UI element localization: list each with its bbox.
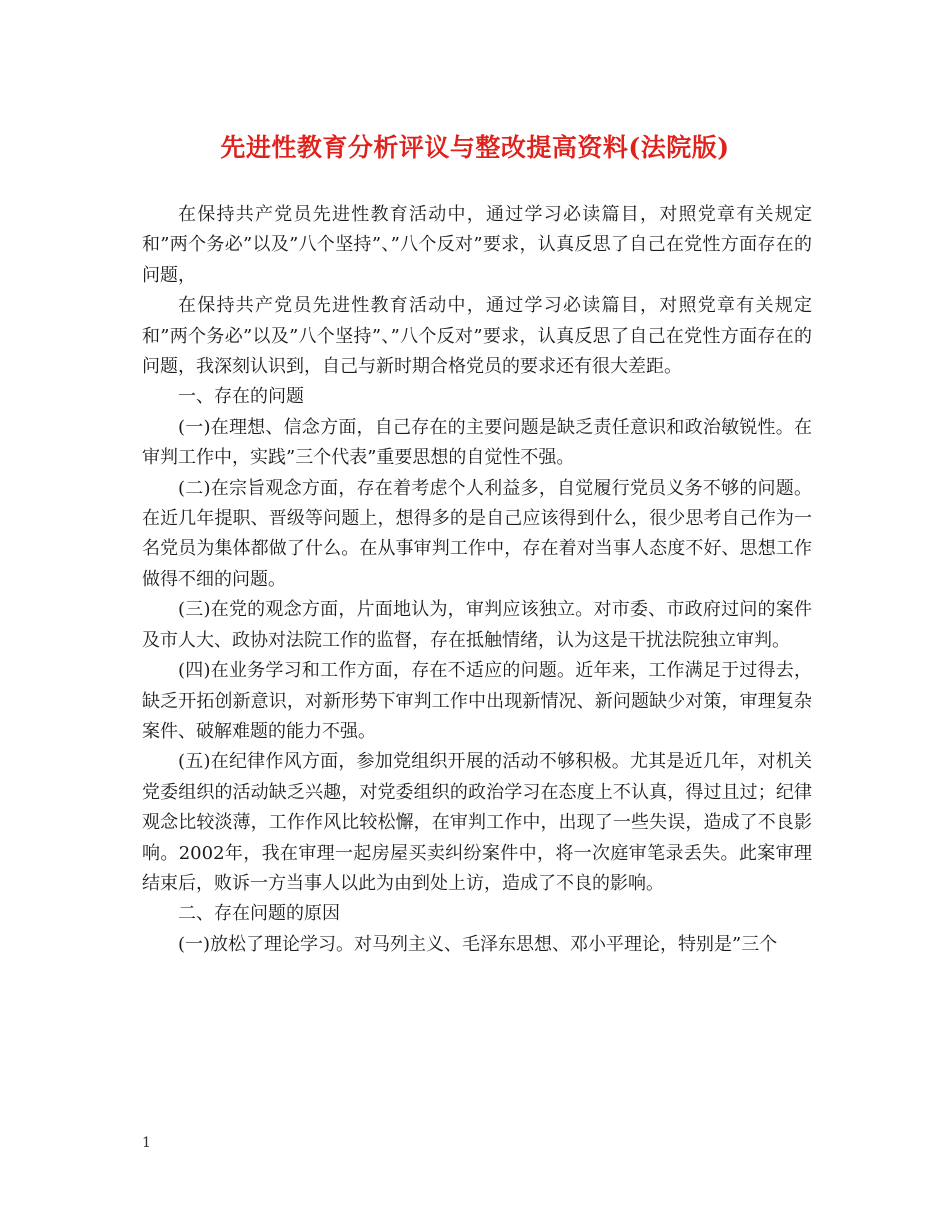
paragraph: (五)在纪律作风方面，参加党组织开展的活动不够积极。尤其是近几年，对机关党委组织的活动缺乏兴趣，对党委组织的政治学习在态度上不认真，得过且过；纪律观念比较淡薄，工作作风比较松懈，在审判工作中，出现了一些失误，造成了不良影响。2002年，我在审理一起房屋买卖纠纷案件中，将一次庭审笔录丢失。此案审理结束后，败诉一方当事人以此为由到处上访，造成了不良的影响。 (142, 751, 812, 894)
paragraph: (二)在宗旨观念方面，存在着考虑个人利益多，自觉履行党员义务不够的问题。在近几年提职、晋级等问题上，想得多的是自己应该得到什么，很少思考自己作为一名党员为集体都做了什么。在从事审判工作中，存在着对当事人态度不好、思想工作做得不细的问题。 (142, 477, 812, 590)
paragraph: (一)在理想、信念方面，自己存在的主要问题是缺乏责任意识和政治敏锐性。在审判工作中，实践”三个代表”重要思想的自觉性不强。 (142, 416, 812, 469)
paragraph: (三)在党的观念方面，片面地认为，审判应该独立。对市委、市政府过问的案件及市人大、政协对法院工作的监督，存在抵触情绪，认为这是干扰法院独立审判。 (142, 599, 812, 651)
document-body (142, 200, 812, 960)
paragraph: (一)放松了理论学习。对马列主义、毛泽东思想、邓小平理论，特别是”三个 (178, 933, 778, 955)
paragraph: 在保持共产党员先进性教育活动中，通过学习必读篇目，对照党章有关规定和”两个务必”以及”八个坚持”、”八个反对”要求，认真反思了自己在党性方面存在的问题，我深刻认识到，自己与新时期合格党员的要求还有很大差距。 (142, 295, 812, 378)
section-heading: 二、存在问题的原因 (178, 903, 340, 925)
paragraph: (四)在业务学习和工作方面，存在不适应的问题。近年来，工作满足于过得去，缺乏开拓创新意识，对新形势下审判工作中出现新情况、新问题缺少对策，审理复杂案件、破解难题的能力不强。 (142, 660, 812, 742)
page-number: 1 (142, 1135, 151, 1151)
paragraph: 在保持共产党员先进性教育活动中，通过学习必读篇目，对照党章有关规定和”两个务必”以及”八个坚持”、”八个反对”要求，认真反思了自己在党性方面存在的问题， (142, 204, 812, 286)
section-heading: 一、存在的问题 (178, 386, 304, 408)
document-title: 先进性教育分析评议与整改提高资料(法院版) (220, 133, 730, 162)
